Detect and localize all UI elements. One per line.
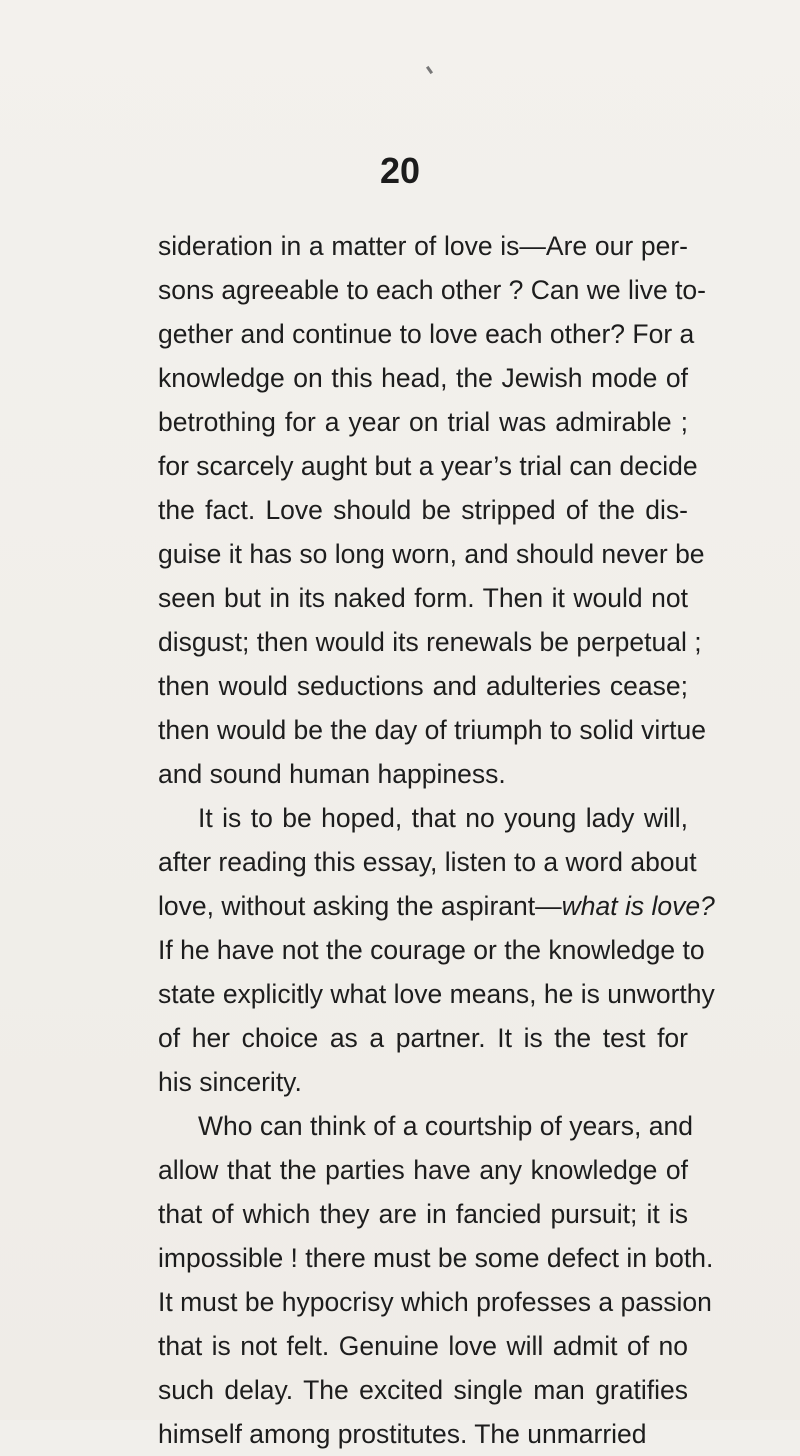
text-line: of her choice as a partner. It is the test for [158,1023,688,1053]
text-line: gether and continue to love each other? For a [158,319,695,349]
page-number: 20 [379,150,421,191]
text-line: disgust; then would its renewals be perpetual ; [158,627,702,657]
text-line: his sincerity. [158,1067,302,1097]
text-line: If he have not the courage or the knowledge to [158,935,705,965]
text-line: state explicitly what love means, he is unworthy [158,979,715,1009]
text-line: Who can think of a courtship of years, and [198,1111,693,1141]
text-line: sideration in a matter of love is—Are our per- [158,231,688,261]
text-line [158,884,715,928]
text-line: then would seductions and adulteries cease; [158,671,688,701]
text-line: for scarcely aught but a year’s trial can decide [158,451,698,481]
scan-mark [426,66,433,74]
text-line: that of which they are in fancied pursuit; it is [158,1199,688,1229]
text-line: It is to be hoped, that no young lady will, [198,803,688,833]
text-line: then would be the day of triumph to solid virtue [158,715,706,745]
text-line: that is not felt. Genuine love will admit of no [158,1331,688,1361]
text-line: and sound human happiness. [158,759,506,789]
italic-phrase: what is love? [561,891,715,921]
text-line: sons agreeable to each other ? Can we live to- [158,275,706,305]
text-line: seen but in its naked form. Then it would not [158,583,688,613]
text-line: himself among prostitutes. The unmarried [158,1419,647,1449]
text-line: after reading this essay, listen to a word about [158,847,697,877]
body-text [158,224,715,1456]
text-line: knowledge on this head, the Jewish mode of [158,363,688,393]
text-line: impossible ! there must be some defect in both. [158,1243,714,1273]
text-line: betrothing for a year on trial was admirable ; [158,407,688,437]
text-line: the fact. Love should be stripped of the dis- [158,495,688,525]
text-line: allow that the parties have any knowledge of [158,1155,688,1185]
text-line: such delay. The excited single man gratifies [158,1375,688,1405]
text-segment: love, without asking the aspirant— [158,891,562,921]
text-line: guise it has so long worn, and should never be [158,539,705,569]
text-line: It must be hypocrisy which professes a passion [158,1287,712,1317]
